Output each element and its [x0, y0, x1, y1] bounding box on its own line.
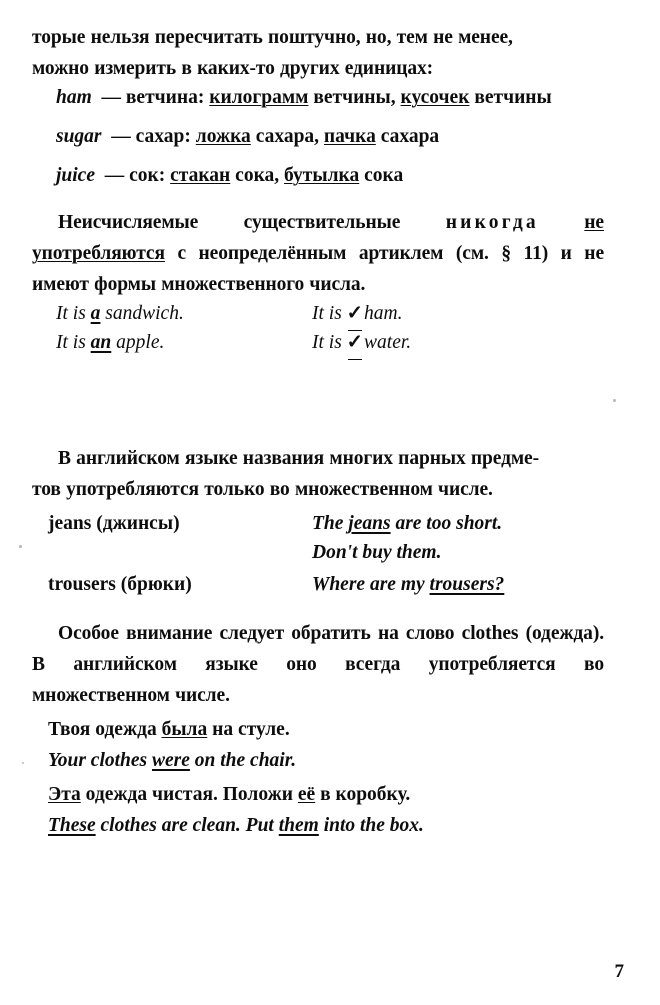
sentence-tail: into the box.	[318, 815, 424, 836]
noun-form: сока,	[235, 165, 280, 186]
pair-sentence-jeans-1	[312, 511, 502, 537]
pair-term-trousers	[48, 572, 192, 598]
example-prefix: It is	[312, 303, 347, 324]
article-mark: an	[90, 332, 112, 353]
sentence-underlined: trousers?	[429, 574, 505, 595]
em-dash: —	[101, 87, 122, 108]
gloss-sugar: сахар:	[135, 126, 191, 147]
em-dash: —	[104, 165, 125, 186]
sentence-before: Your clothes	[48, 750, 153, 771]
example-an-apple	[56, 330, 164, 356]
measure-word: стакан	[170, 165, 231, 186]
rule-pairs-line-1: В английском языке названия многих парных предме-	[58, 448, 539, 469]
intro-line-1: торые нельзя пересчитать поштучно, но, тем не менее,	[32, 27, 513, 48]
measure-word: ложка	[195, 126, 251, 147]
word-list-item-ham	[56, 85, 552, 111]
noun-form: сахара,	[255, 126, 320, 147]
noun-form: сока	[364, 165, 404, 186]
sentence-tail: в коробку.	[315, 784, 411, 805]
clothes-example-2-en	[48, 813, 424, 839]
intro-line-2: можно измерить в каких-то других единицах:	[32, 58, 434, 79]
sentence-underlined-1: These	[48, 815, 96, 836]
clothes-example-2-ru	[48, 782, 410, 808]
noun-form: ветчины	[474, 87, 552, 108]
sentence-after: on the chair.	[189, 750, 297, 771]
measure-word: килограмм	[209, 87, 309, 108]
pair-sentence-trousers-1	[312, 572, 504, 598]
gloss-juice: сок:	[129, 165, 166, 186]
example-prefix: It is	[56, 332, 91, 353]
sentence-underlined: jeans	[348, 513, 391, 534]
sentence-after: are too short.	[390, 513, 503, 534]
word-list-item-juice	[56, 163, 403, 189]
pair-term-ru: (брюки)	[120, 574, 192, 595]
rule-uncountable-part1: Неисчисляемые существительные	[58, 212, 446, 233]
sentence-after: на стуле.	[207, 719, 290, 740]
em-dash: —	[111, 126, 131, 147]
rule-clothes-part2: (одежда). В английском языке оно всегда употребляется во множественном числе.	[32, 623, 605, 706]
clothes-example-1-en	[48, 748, 296, 774]
measure-word: бутылка	[284, 165, 360, 186]
sentence-before: Where are my	[312, 574, 430, 595]
headword-juice: juice	[56, 165, 95, 186]
example-suffix: apple.	[111, 332, 165, 353]
rule-clothes-keyword: clothes	[461, 623, 519, 644]
rule-clothes-part1: Особое внимание следует обратить на слово	[58, 623, 462, 644]
sentence-underlined: were	[152, 750, 190, 771]
article-mark: a	[90, 303, 101, 324]
pair-sentence-jeans-2	[312, 540, 441, 566]
measure-word: кусочек	[400, 87, 470, 108]
headword-ham: ham	[56, 87, 92, 108]
intro-paragraph	[32, 22, 604, 84]
scan-speck	[613, 399, 616, 402]
scan-speck	[22, 762, 24, 764]
rule-clothes-paragraph	[32, 618, 604, 711]
clothes-example-1-ru	[48, 717, 290, 743]
rule-uncountable-part3: с неопределённым артиклем (см. § 11) и не имеют формы множественного числа.	[32, 243, 604, 295]
page-number: 7	[614, 961, 624, 982]
sentence-after: them.	[396, 542, 442, 563]
sentence-underlined: была	[161, 719, 208, 740]
example-prefix: It is	[312, 332, 347, 353]
rule-uncountable-emphasis: никогда	[445, 212, 539, 233]
scan-speck	[19, 545, 22, 548]
pair-term-jeans	[48, 511, 180, 537]
noun-form: ветчины,	[313, 87, 396, 108]
sentence-before: Твоя одежда	[48, 719, 162, 740]
example-suffix: water.	[364, 332, 412, 353]
example-suffix: ham.	[364, 303, 403, 324]
sentence-middle: одежда чистая. Положи	[80, 784, 298, 805]
pair-term-en: trousers	[48, 574, 116, 595]
checkmark-icon: ✓	[347, 301, 364, 327]
noun-form: сахара	[380, 126, 440, 147]
example-suffix: sandwich.	[100, 303, 184, 324]
example-prefix: It is	[56, 303, 91, 324]
sentence-before: The	[312, 513, 349, 534]
sentence-underlined-2: её	[297, 784, 316, 805]
example-zero-article-water	[312, 330, 411, 356]
sentence-underlined-2: them	[278, 815, 319, 836]
pair-term-en: jeans	[48, 513, 92, 534]
sentence-middle: clothes are clean. Put	[95, 815, 279, 836]
rule-pairs-paragraph	[32, 443, 604, 505]
sentence-before: Don't buy	[312, 542, 397, 563]
example-zero-article-ham	[312, 301, 402, 327]
rule-pairs-line-2: тов употребляются только во множественном числе.	[32, 479, 493, 500]
gloss-ham: ветчина:	[125, 87, 205, 108]
pair-term-ru: (джинсы)	[96, 513, 180, 534]
sentence-underlined-1: Эта	[48, 784, 81, 805]
rule-uncountable-paragraph	[32, 207, 604, 300]
rule-uncountable-underlined: не употребляются	[32, 212, 604, 264]
measure-word: пачка	[323, 126, 376, 147]
example-a-sandwich	[56, 301, 184, 327]
headword-sugar: sugar	[56, 126, 102, 147]
word-list-item-sugar	[56, 124, 439, 150]
checkmark-icon: ✓	[347, 330, 364, 356]
spacer	[539, 212, 584, 233]
